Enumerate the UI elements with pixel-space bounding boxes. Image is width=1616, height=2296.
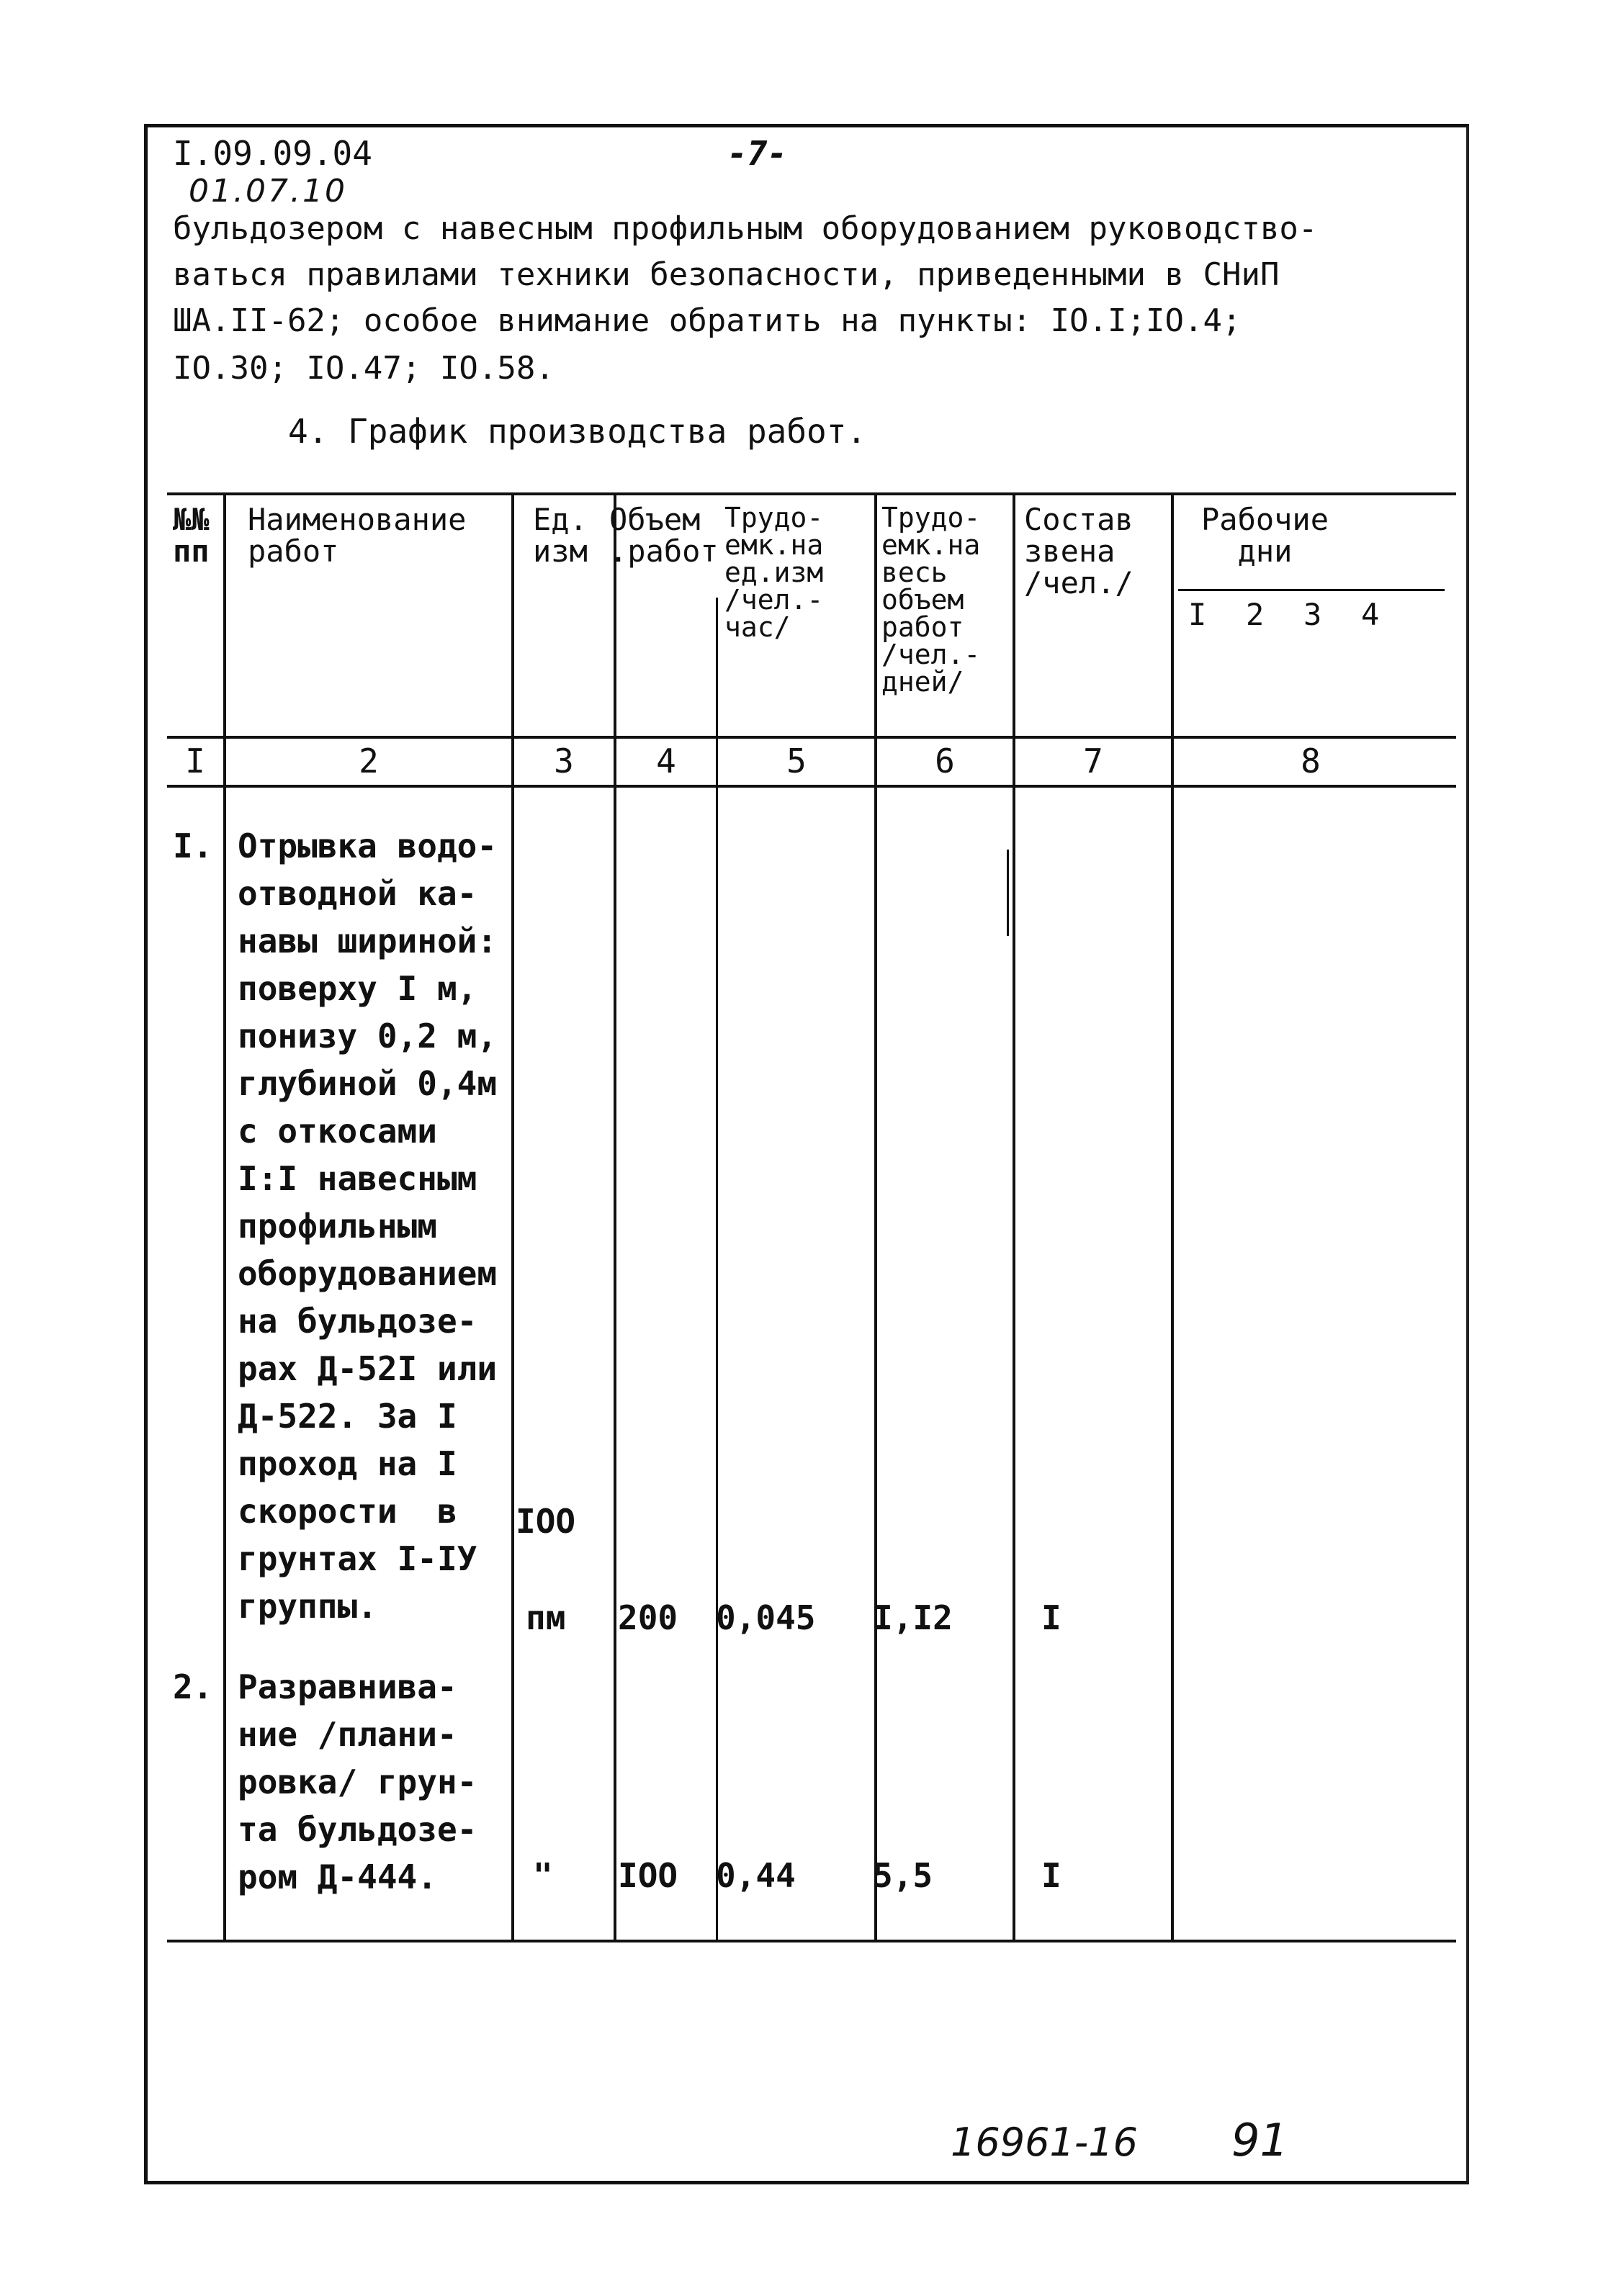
day-2: 2 bbox=[1246, 597, 1265, 632]
row2-unit: " bbox=[533, 1856, 553, 1895]
col-divider bbox=[716, 598, 718, 1940]
section-title: 4. График производства работ. bbox=[288, 412, 867, 451]
handwritten-code: 01.07.10 bbox=[189, 173, 347, 210]
footer-code: 16961-16 bbox=[951, 2120, 1138, 2165]
colnum-bottom-rule bbox=[167, 785, 1456, 788]
row2-labor-unit: 0,44 bbox=[716, 1856, 796, 1895]
row2-crew: I bbox=[1041, 1856, 1061, 1895]
row1-labor-unit: 0,045 bbox=[716, 1598, 816, 1637]
row2-labor-total: 5,5 bbox=[873, 1856, 933, 1895]
header-work-days: Рабочие дни bbox=[1201, 502, 1329, 569]
stray-mark bbox=[1007, 850, 1009, 936]
row2-number: 2. bbox=[173, 1667, 213, 1706]
header-unit: Ед. изм bbox=[533, 502, 588, 569]
row1-volume: 200 bbox=[618, 1598, 678, 1637]
header-volume: Объем .работ bbox=[609, 502, 719, 569]
day-3: 3 bbox=[1303, 597, 1322, 632]
intro-line: ША.II-62; особое внимание обратить на пункты: IO.I;IO.4; bbox=[173, 302, 1242, 339]
col-divider bbox=[1013, 492, 1015, 1940]
colnum-5: 5 bbox=[786, 742, 807, 780]
header-num: №№ пп bbox=[173, 502, 210, 569]
col-divider bbox=[874, 492, 877, 1940]
day-4: 4 bbox=[1361, 597, 1380, 632]
row1-number: I. bbox=[173, 827, 213, 865]
col-divider bbox=[614, 492, 616, 1940]
colnum-7: 7 bbox=[1083, 742, 1103, 780]
days-subheader-rule bbox=[1178, 589, 1445, 591]
colnum-2: 2 bbox=[359, 742, 379, 780]
document-code: I.09.09.04 bbox=[173, 134, 372, 173]
row1-crew: I bbox=[1041, 1598, 1061, 1637]
header-work-name: Наименование работ bbox=[248, 502, 467, 569]
day-1: I bbox=[1188, 597, 1207, 632]
col-divider bbox=[223, 492, 226, 1940]
colnum-6: 6 bbox=[935, 742, 955, 780]
table-top-rule bbox=[167, 492, 1456, 495]
row2-volume: IOO bbox=[618, 1856, 678, 1895]
header-labor-unit: Трудо- емк.на ед.изм /чел.- час/ bbox=[724, 502, 824, 643]
row2-work-name: Разравнива- ние /плани- ровка/ грун- та бульдозе- ром Д-444. bbox=[238, 1667, 477, 1896]
page-number: -7- bbox=[727, 134, 788, 173]
row1-unit-line2: пм bbox=[526, 1598, 566, 1637]
row1-labor-total: I,I2 bbox=[873, 1598, 953, 1637]
row1-unit-line1: IOO bbox=[516, 1502, 576, 1541]
intro-line: ваться правилами техники безопасности, приведенными в СНиП bbox=[173, 256, 1280, 293]
colnum-1: I bbox=[185, 742, 205, 780]
header-crew: Состав звена /чел./ bbox=[1024, 502, 1134, 600]
colnum-3: 3 bbox=[554, 742, 574, 780]
col-divider bbox=[511, 492, 514, 1940]
footer-page: 91 bbox=[1231, 2114, 1288, 2166]
col-divider bbox=[1171, 492, 1174, 1940]
colnum-8: 8 bbox=[1301, 742, 1321, 780]
row1-work-name: Отрывка водо- отводной ка- навы шириной: поверху I м, понизу 0,2 м, глубиной 0,4м с откосами I:I навесным профильным оборудованием на бульдозе- рах Д-52I или Д-522. За I проход на I скорости в грунтах I-IУ группы. bbox=[238, 827, 498, 1626]
header-bottom-rule bbox=[167, 736, 1456, 739]
header-labor-total: Трудо- емк.на весь объем работ /чел.- дней/ bbox=[881, 502, 981, 698]
intro-line: бульдозером с навесным профильным оборудованием руководство- bbox=[173, 210, 1318, 247]
table-bottom-rule bbox=[167, 1940, 1456, 1942]
colnum-4: 4 bbox=[656, 742, 676, 780]
intro-line: IO.30; IO.47; IO.58. bbox=[173, 350, 555, 387]
